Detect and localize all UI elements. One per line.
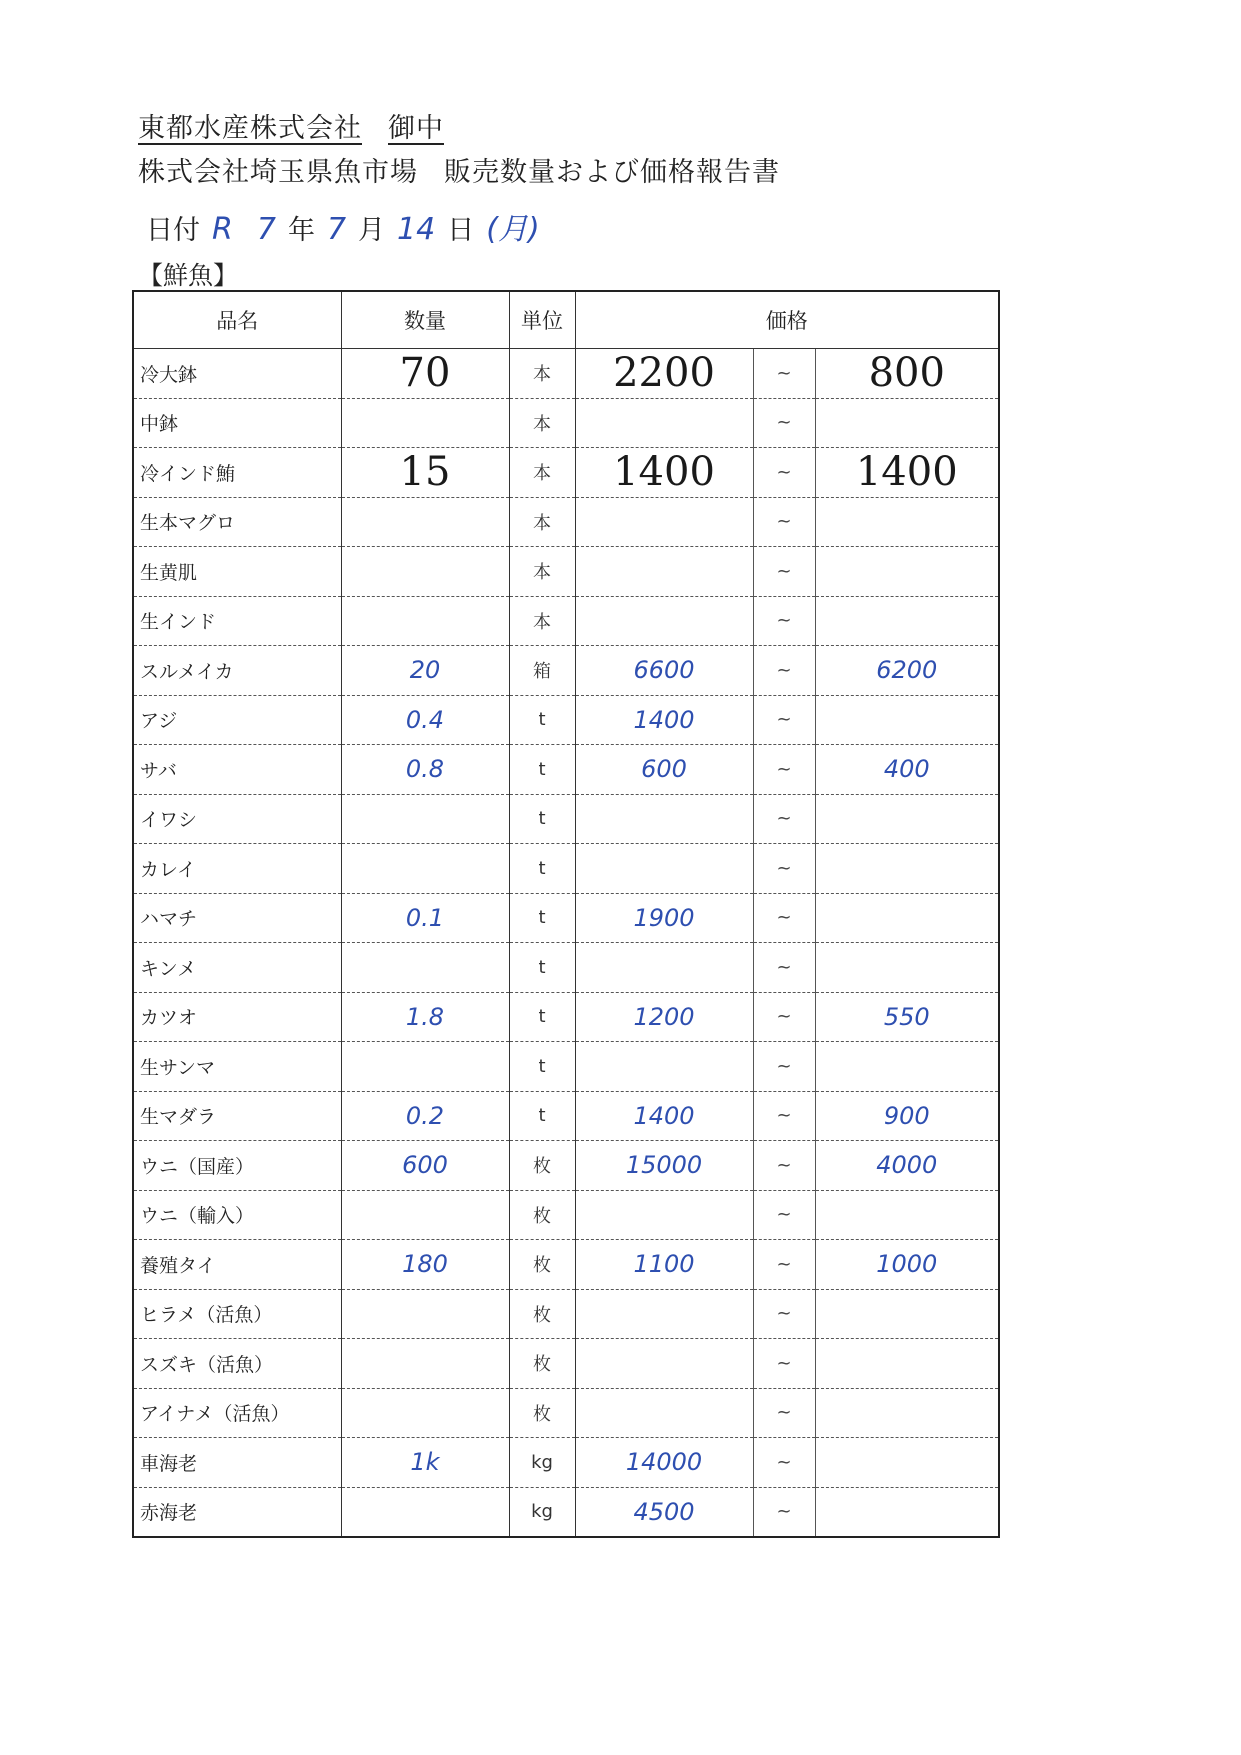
price-max: 400 xyxy=(883,755,930,784)
price-min-cell xyxy=(575,1240,753,1290)
price-min: 1900 xyxy=(633,903,695,932)
item-unit: 本 xyxy=(509,596,575,646)
item-unit: 枚 xyxy=(509,1141,575,1191)
price-min-cell xyxy=(575,349,753,399)
price-range-tilde: ~ xyxy=(753,1091,815,1141)
price-max: 6200 xyxy=(876,656,938,685)
item-unit: 枚 xyxy=(509,1240,575,1290)
price-max-cell xyxy=(815,448,999,498)
item-quantity-cell xyxy=(341,497,509,547)
item-quantity-cell xyxy=(341,349,509,399)
item-name: アイナメ（活魚） xyxy=(133,1388,341,1438)
item-name: ウニ（輸入） xyxy=(133,1190,341,1240)
item-name: カツオ xyxy=(133,992,341,1042)
item-quantity: 0.1 xyxy=(405,903,445,932)
item-quantity: 1k xyxy=(410,1448,440,1477)
item-quantity: 20 xyxy=(409,656,441,685)
table-row xyxy=(133,844,999,894)
item-quantity-cell xyxy=(341,398,509,448)
report-title: 販売数量および価格報告書 xyxy=(444,157,780,188)
item-name: 冷インド鮪 xyxy=(133,448,341,498)
table-header-row xyxy=(133,291,999,349)
price-min-cell xyxy=(575,497,753,547)
price-max-cell xyxy=(815,1091,999,1141)
item-quantity-cell xyxy=(341,596,509,646)
sales-report-table xyxy=(132,290,1000,1538)
item-quantity: 0.2 xyxy=(405,1101,445,1130)
col-header-unit: 単位 xyxy=(509,291,575,349)
item-name: 赤海老 xyxy=(140,1502,198,1525)
price-min-cell xyxy=(575,1190,753,1240)
table-row xyxy=(133,893,999,943)
item-name: 生インド xyxy=(133,596,341,646)
price-min: 1100 xyxy=(633,1250,695,1279)
item-name: キンメ xyxy=(133,943,341,993)
item-name: 冷大鉢 xyxy=(133,349,341,399)
price-max-cell xyxy=(815,1388,999,1438)
item-unit: 箱 xyxy=(509,646,575,696)
price-min-cell xyxy=(575,844,753,894)
item-quantity-cell xyxy=(341,893,509,943)
price-min-cell xyxy=(575,1091,753,1141)
price-range-tilde: ~ xyxy=(753,398,815,448)
price-min-cell xyxy=(575,1289,753,1339)
item-name: 生黄肌 xyxy=(133,547,341,597)
item-unit: 枚 xyxy=(509,1190,575,1240)
item-quantity-cell xyxy=(341,695,509,745)
price-range-tilde: ~ xyxy=(753,448,815,498)
price-max-cell xyxy=(815,745,999,795)
date-weekday: (月) xyxy=(486,212,540,247)
price-min-cell xyxy=(575,745,753,795)
table-row xyxy=(133,1042,999,1092)
price-min: 1400 xyxy=(613,449,715,496)
item-unit: t xyxy=(509,943,575,993)
item-unit: t xyxy=(509,844,575,894)
price-range-tilde: ~ xyxy=(753,1438,815,1488)
price-max-cell xyxy=(815,893,999,943)
table-row xyxy=(133,1339,999,1389)
price-max-cell xyxy=(815,794,999,844)
item-name: 車海老 xyxy=(133,1438,341,1488)
item-quantity: 0.8 xyxy=(405,755,445,784)
price-max-cell xyxy=(815,1240,999,1290)
item-name: ウニ（国産） xyxy=(133,1141,341,1191)
price-range-tilde: ~ xyxy=(753,646,815,696)
price-min: 1400 xyxy=(633,1101,695,1130)
item-name: アジ xyxy=(133,695,341,745)
price-max-cell xyxy=(815,943,999,993)
price-max-cell xyxy=(815,1190,999,1240)
price-min-cell xyxy=(575,794,753,844)
item-unit: 本 xyxy=(509,547,575,597)
price-max-cell xyxy=(815,398,999,448)
price-max-cell xyxy=(815,646,999,696)
price-min-cell xyxy=(575,1141,753,1191)
table-row xyxy=(133,349,999,399)
table-row xyxy=(133,992,999,1042)
table-row xyxy=(133,1141,999,1191)
date-day: 14 xyxy=(397,212,436,247)
table-row xyxy=(133,1240,999,1290)
year-label: 年 xyxy=(287,215,315,246)
price-min: 15000 xyxy=(625,1151,703,1180)
price-max-cell xyxy=(815,349,999,399)
item-name: 生本マグロ xyxy=(133,497,341,547)
item-unit: 本 xyxy=(509,349,575,399)
item-unit: t xyxy=(509,893,575,943)
item-quantity-cell xyxy=(341,1091,509,1141)
price-max: 1000 xyxy=(876,1250,938,1279)
item-quantity-cell xyxy=(341,1339,509,1389)
table-row xyxy=(133,1091,999,1141)
table-row xyxy=(133,596,999,646)
item-unit: t xyxy=(509,1042,575,1092)
item-quantity: 1.8 xyxy=(405,1002,445,1031)
price-max: 800 xyxy=(868,350,945,397)
item-quantity-cell xyxy=(341,794,509,844)
table-row xyxy=(133,398,999,448)
table-row xyxy=(133,448,999,498)
price-min: 4500 xyxy=(633,1497,695,1526)
item-quantity-cell xyxy=(341,992,509,1042)
item-unit: t xyxy=(509,695,575,745)
item-name: カレイ xyxy=(133,844,341,894)
item-quantity: 70 xyxy=(399,350,451,397)
item-name: スズキ（活魚） xyxy=(133,1339,341,1389)
price-range-tilde: ~ xyxy=(753,794,815,844)
item-unit: 枚 xyxy=(509,1339,575,1389)
price-max-cell xyxy=(815,1438,999,1488)
item-unit: t xyxy=(509,794,575,844)
table-row xyxy=(133,1190,999,1240)
report-title-line xyxy=(138,150,780,189)
price-min: 600 xyxy=(641,755,687,784)
price-range-tilde: ~ xyxy=(753,844,815,894)
table-row xyxy=(133,1289,999,1339)
item-name: スルメイカ xyxy=(133,646,341,696)
company-name: 株式会社埼玉県魚市場 xyxy=(138,157,418,188)
table-row xyxy=(133,1438,999,1488)
item-quantity-cell xyxy=(341,1141,509,1191)
item-unit: kg xyxy=(509,1438,575,1488)
price-min-cell xyxy=(575,695,753,745)
price-max-cell xyxy=(815,1042,999,1092)
table-row xyxy=(133,794,999,844)
item-unit: t xyxy=(509,745,575,795)
price-range-tilde: ~ xyxy=(753,1042,815,1092)
price-min-cell xyxy=(575,1438,753,1488)
price-max: 1400 xyxy=(855,449,958,496)
price-max: 550 xyxy=(883,1002,930,1031)
table-row xyxy=(133,497,999,547)
item-quantity-cell xyxy=(341,1438,509,1488)
addressee-line xyxy=(138,106,444,145)
honorific: 御中 xyxy=(388,113,444,144)
price-min-cell xyxy=(575,646,753,696)
price-max: 4000 xyxy=(876,1151,938,1180)
addressee: 東都水産株式会社 xyxy=(138,113,362,144)
price-min: 1200 xyxy=(633,1002,695,1031)
date-year: 7 xyxy=(256,212,276,247)
table-body xyxy=(133,349,999,1538)
item-unit: 本 xyxy=(509,448,575,498)
price-min: 1400 xyxy=(633,705,695,734)
price-range-tilde: ~ xyxy=(753,1487,815,1537)
price-range-tilde: ~ xyxy=(753,943,815,993)
price-max-cell xyxy=(815,547,999,597)
item-unit: t xyxy=(509,1091,575,1141)
price-range-tilde: ~ xyxy=(753,695,815,745)
item-quantity-cell xyxy=(341,1042,509,1092)
item-unit: kg xyxy=(509,1487,575,1537)
price-min: 14000 xyxy=(625,1448,703,1477)
price-max-cell xyxy=(815,992,999,1042)
price-range-tilde: ~ xyxy=(753,497,815,547)
item-quantity: 0.4 xyxy=(405,705,445,734)
table-row xyxy=(133,646,999,696)
price-max-cell xyxy=(815,695,999,745)
item-quantity-cell xyxy=(341,745,509,795)
price-min-cell xyxy=(575,1339,753,1389)
price-min-cell xyxy=(575,943,753,993)
item-name: 生サンマ xyxy=(133,1042,341,1092)
price-max-cell xyxy=(815,1487,999,1537)
price-range-tilde: ~ xyxy=(753,547,815,597)
item-unit: 枚 xyxy=(509,1388,575,1438)
price-min-cell xyxy=(575,1042,753,1092)
date-line xyxy=(146,204,552,248)
item-quantity-cell xyxy=(341,1388,509,1438)
item-quantity-cell xyxy=(341,1289,509,1339)
price-max-cell xyxy=(815,596,999,646)
price-max-cell xyxy=(815,1339,999,1389)
item-quantity-cell xyxy=(341,1240,509,1290)
section-label: 【鮮魚】 xyxy=(138,261,239,290)
item-unit: 枚 xyxy=(509,1289,575,1339)
item-quantity: 15 xyxy=(399,449,451,496)
price-range-tilde: ~ xyxy=(753,349,815,399)
price-min: 6600 xyxy=(633,656,695,685)
month-label: 月 xyxy=(358,215,386,246)
price-min-cell xyxy=(575,547,753,597)
item-unit: 本 xyxy=(509,398,575,448)
item-quantity: 180 xyxy=(402,1250,448,1279)
item-quantity: 600 xyxy=(402,1151,448,1180)
price-max-cell xyxy=(815,1289,999,1339)
price-max-cell xyxy=(815,497,999,547)
item-quantity-cell xyxy=(341,448,509,498)
price-range-tilde: ~ xyxy=(753,1388,815,1438)
item-quantity-cell xyxy=(341,646,509,696)
item-quantity-cell xyxy=(341,844,509,894)
price-min-cell xyxy=(575,893,753,943)
price-max-cell xyxy=(815,1141,999,1191)
price-min: 2200 xyxy=(613,350,715,397)
price-min-cell xyxy=(575,1487,753,1537)
date-month: 7 xyxy=(326,212,347,247)
item-name: 中鉢 xyxy=(133,398,341,448)
date-era: R xyxy=(212,212,233,247)
price-range-tilde: ~ xyxy=(753,745,815,795)
item-name: サバ xyxy=(133,745,341,795)
price-range-tilde: ~ xyxy=(753,1289,815,1339)
price-range-tilde: ~ xyxy=(753,992,815,1042)
table-row xyxy=(133,943,999,993)
item-quantity-cell xyxy=(341,1487,509,1537)
price-range-tilde: ~ xyxy=(753,1190,815,1240)
item-unit: t xyxy=(509,992,575,1042)
price-max-cell xyxy=(815,844,999,894)
price-max: 900 xyxy=(883,1101,930,1130)
item-name: 養殖タイ xyxy=(133,1240,341,1290)
table-row xyxy=(133,1487,999,1537)
price-min-cell xyxy=(575,992,753,1042)
item-unit: 本 xyxy=(509,497,575,547)
item-name: イワシ xyxy=(133,794,341,844)
day-label: 日 xyxy=(447,215,475,246)
price-range-tilde: ~ xyxy=(753,893,815,943)
table-row xyxy=(133,745,999,795)
item-quantity-cell xyxy=(341,943,509,993)
date-label: 日付 xyxy=(146,215,200,246)
table-row xyxy=(133,1388,999,1438)
table-row xyxy=(133,547,999,597)
item-quantity-cell xyxy=(341,1190,509,1240)
table-row xyxy=(133,695,999,745)
price-min-cell xyxy=(575,596,753,646)
col-header-name: 品名 xyxy=(133,291,341,349)
price-min-cell xyxy=(575,448,753,498)
price-range-tilde: ~ xyxy=(753,1339,815,1389)
price-min-cell xyxy=(575,1388,753,1438)
price-min-cell xyxy=(575,398,753,448)
item-name: 生マダラ xyxy=(133,1091,341,1141)
item-name: ハマチ xyxy=(133,893,341,943)
item-quantity-cell xyxy=(341,547,509,597)
price-range-tilde: ~ xyxy=(753,596,815,646)
price-range-tilde: ~ xyxy=(753,1141,815,1191)
price-range-tilde: ~ xyxy=(753,1240,815,1290)
col-header-price: 価格 xyxy=(575,291,999,349)
item-name: ヒラメ（活魚） xyxy=(133,1289,341,1339)
col-header-quantity: 数量 xyxy=(341,291,509,349)
